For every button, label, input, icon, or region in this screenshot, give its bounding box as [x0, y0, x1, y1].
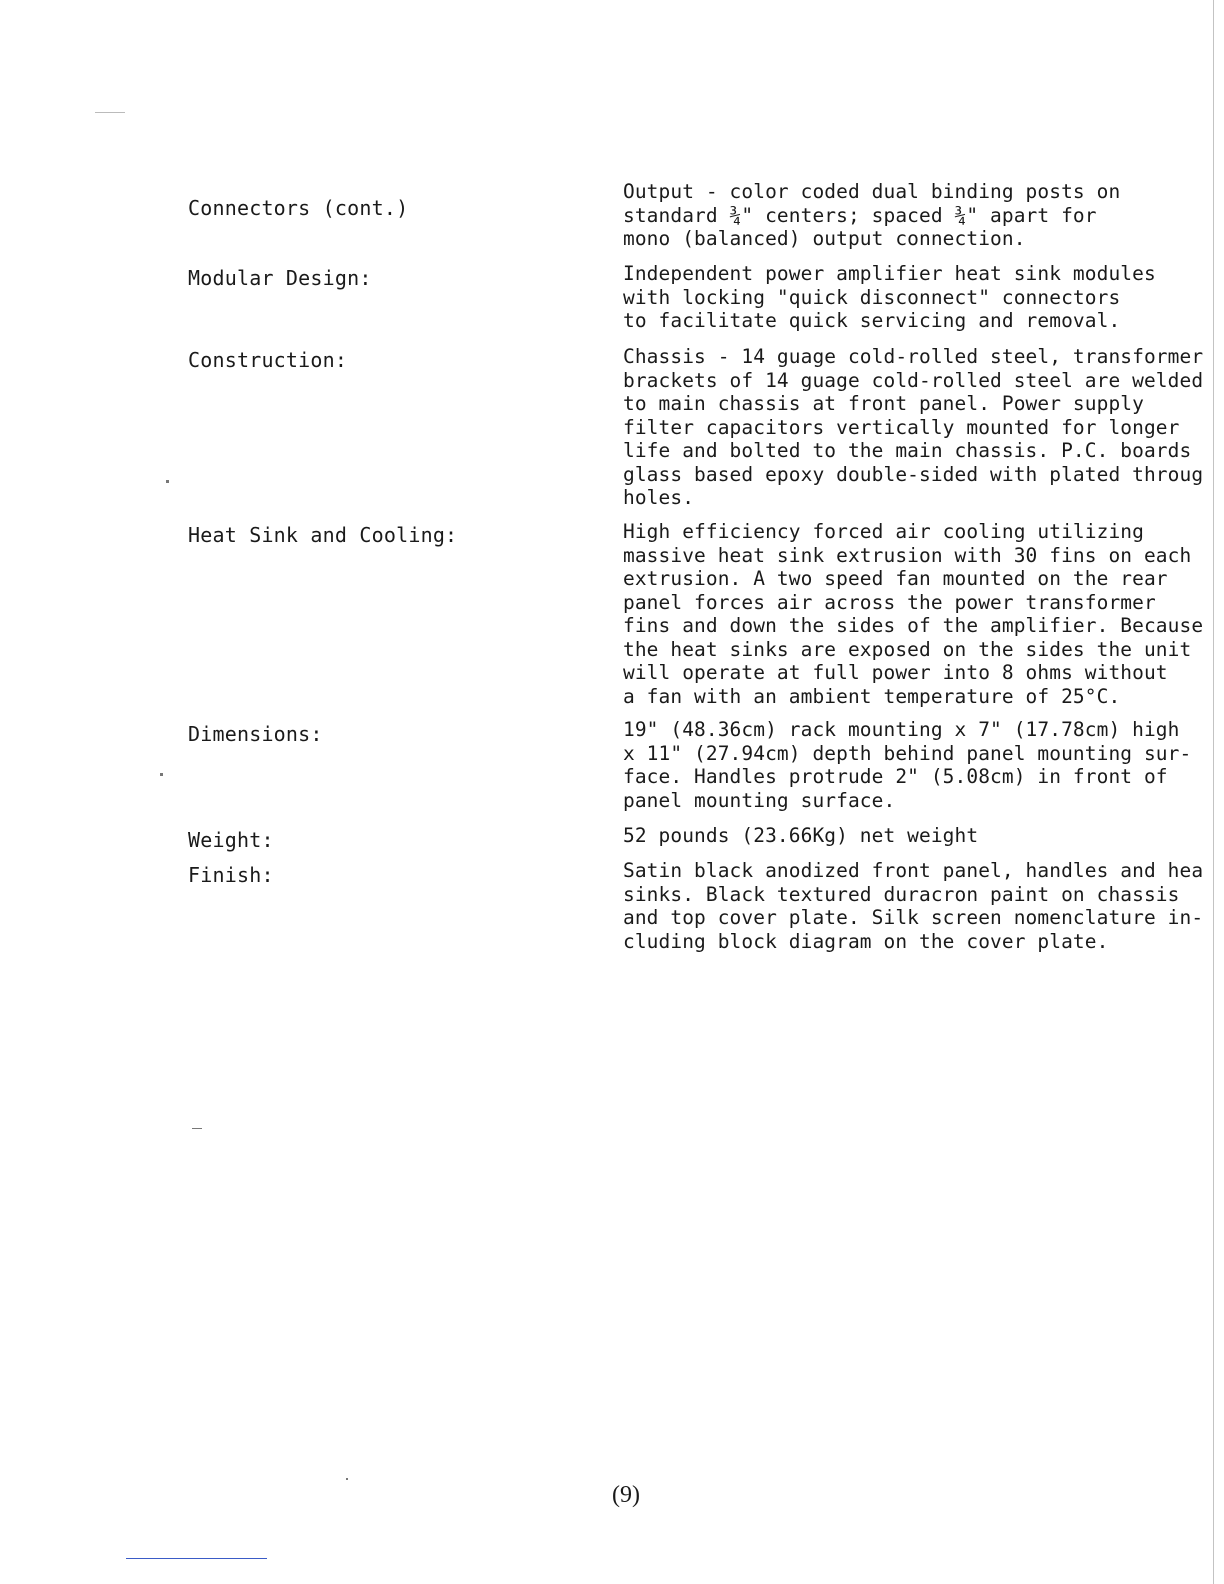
description-line: extrusion. A two speed fan mounted on the rear [623, 567, 1168, 590]
description-line: massive heat sink extrusion with 30 fins on each [623, 543, 1192, 567]
spec-description-construction [623, 345, 1203, 510]
description-line: Chassis - 14 guage cold-rolled steel, transformer [623, 345, 1204, 368]
spec-description-connectors [623, 180, 1120, 251]
scan-bottom-line [126, 1558, 267, 1559]
description-line: to main chassis at front panel. Power supply [623, 392, 1144, 415]
spec-label-modular-design: Modular Design: [188, 266, 372, 290]
description-line: Independent power amplifier heat sink modules [623, 262, 1156, 285]
spec-description-modular-design [623, 262, 1156, 333]
spec-description-finish [623, 859, 1203, 953]
spec-description-heat-sink-cooling [623, 520, 1203, 708]
spec-label-construction: Construction: [188, 348, 348, 372]
description-line: glass based epoxy double-sided with plated throug [623, 462, 1204, 486]
description-line: sinks. Black textured duracron paint on chassis [623, 882, 1180, 906]
description-line: Output - color coded dual binding posts on [623, 180, 1121, 203]
description-line: mono (balanced) output connection. [623, 227, 1026, 250]
description-line: life and bolted to the main chassis. P.C. boards [623, 439, 1192, 462]
description-line: Satin black anodized front panel, handles and hea [623, 859, 1204, 882]
description-line: High efficiency forced air cooling utilizing [623, 520, 1144, 543]
description-line: panel forces air across the power transformer [623, 590, 1156, 614]
spec-label-dimensions: Dimensions: [188, 722, 323, 746]
scan-edge-line [1213, 0, 1214, 1584]
page-number: (9) [612, 1482, 640, 1508]
description-line: the heat sinks are exposed on the sides the unit [623, 637, 1192, 661]
scan-speck [346, 1478, 348, 1480]
description-line: cluding block diagram on the cover plate. [623, 929, 1109, 953]
spec-description-dimensions [623, 718, 1191, 812]
description-line: standard ¾" centers; spaced ¾" apart for [623, 203, 1097, 227]
description-line: 19" (48.36cm) rack mounting x 7" (17.78cm) high [623, 718, 1180, 741]
description-line: filter capacitors vertically mounted for longer [623, 415, 1180, 439]
description-line: panel mounting surface. [623, 788, 896, 812]
description-line: and top cover plate. Silk screen nomenclature in- [623, 906, 1204, 929]
description-line: face. Handles protrude 2" (5.08cm) in front of [623, 765, 1168, 788]
spec-label-weight: Weight: [188, 828, 274, 852]
spec-label-heat-sink-cooling: Heat Sink and Cooling: [188, 523, 458, 547]
spec-description-weight [623, 824, 978, 848]
description-line: with locking "quick disconnect" connectors [623, 285, 1121, 309]
scan-speck [160, 773, 163, 776]
scan-speck [166, 480, 169, 483]
description-line: will operate at full power into 8 ohms without [623, 661, 1168, 684]
description-line: holes. [623, 486, 695, 509]
spec-label-finish: Finish: [188, 863, 274, 887]
description-line: fins and down the sides of the amplifier. Because [623, 614, 1204, 637]
spec-label-connectors: Connectors (cont.) [188, 196, 409, 220]
scan-speck [95, 112, 125, 113]
description-line: brackets of 14 guage cold-rolled steel are welded [623, 368, 1204, 392]
description-line: to facilitate quick servicing and removal. [623, 309, 1121, 332]
description-line: 52 pounds (23.66Kg) net weight [623, 824, 979, 847]
description-line: x 11" (27.94cm) depth behind panel mounting sur- [623, 741, 1192, 765]
description-line: a fan with an ambient temperature of 25°C. [623, 684, 1121, 708]
scan-speck [192, 1128, 202, 1129]
